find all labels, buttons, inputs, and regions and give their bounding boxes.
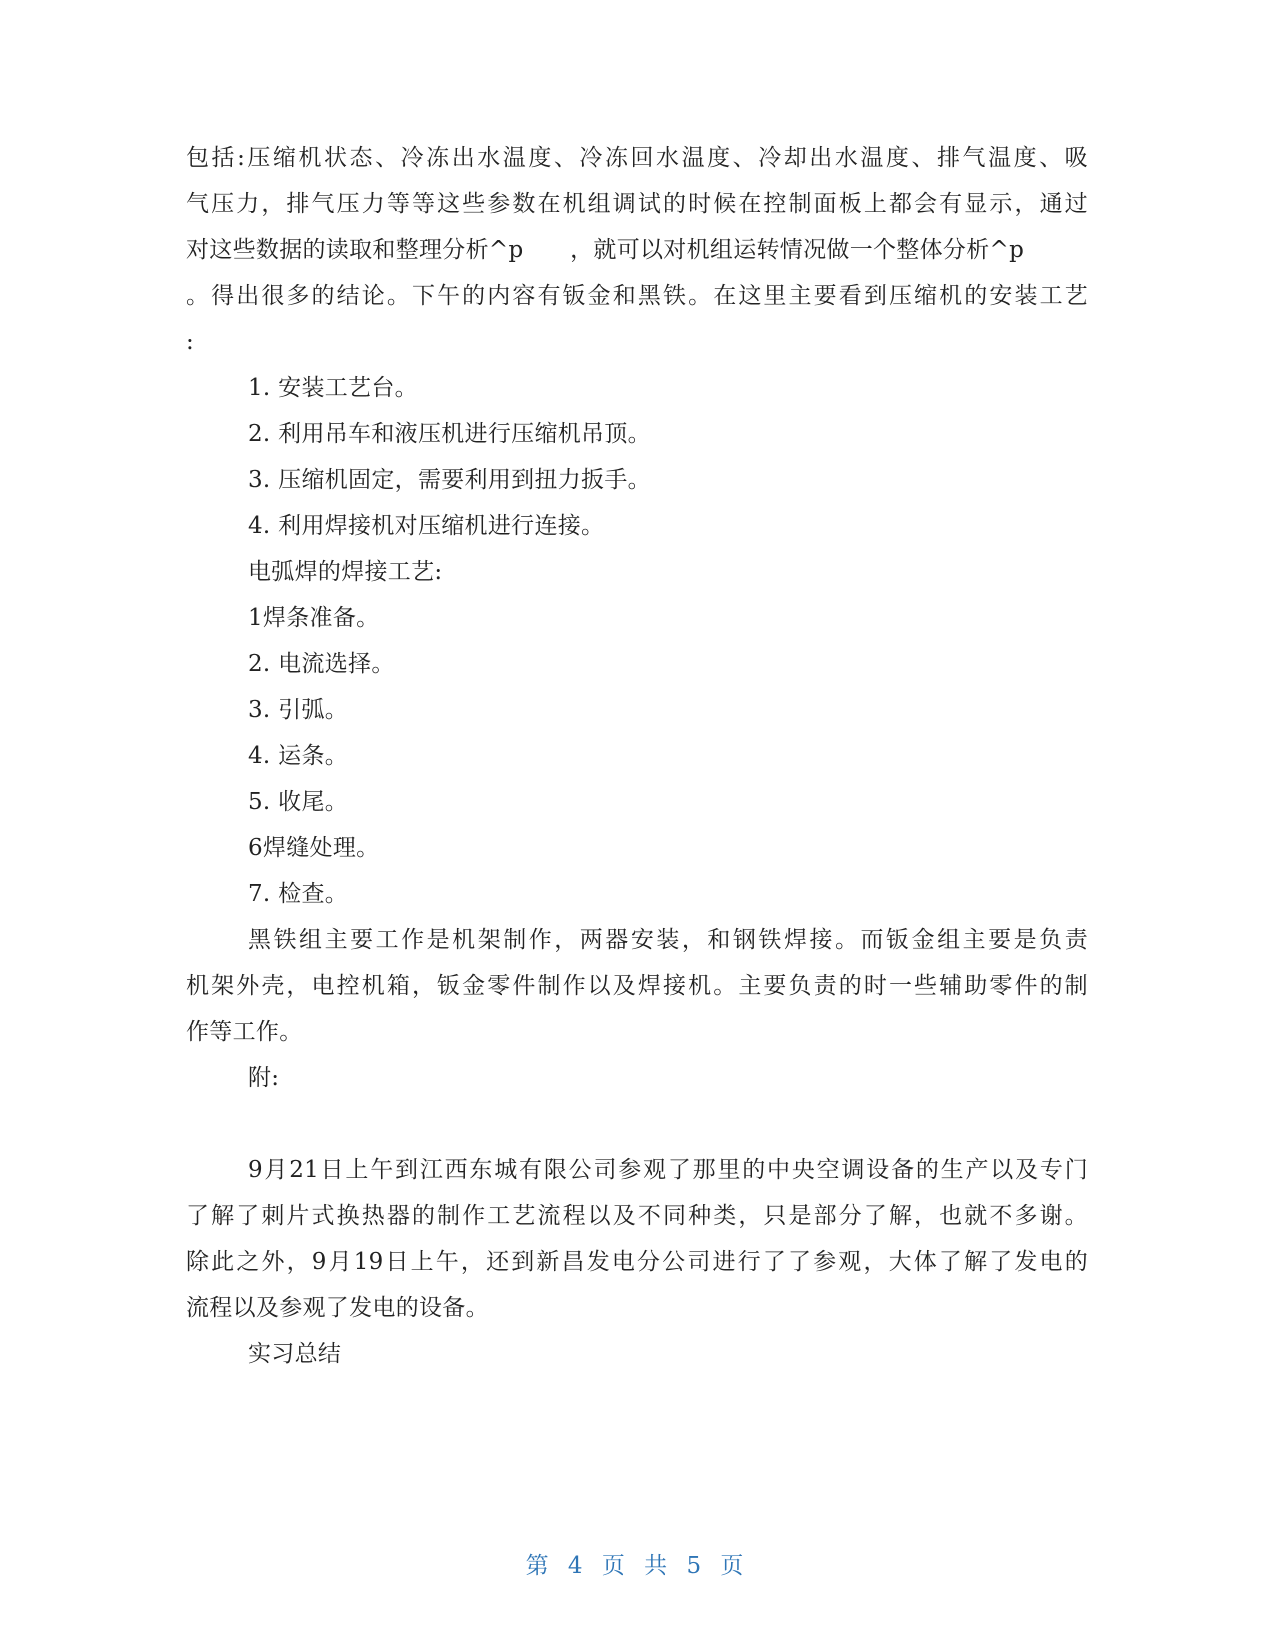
install-step: 2. 利用吊车和液压机进行压缩机吊顶。 [248, 421, 651, 447]
paragraph1-line: 。得出很多的结论。下午的内容有钣金和黑铁。在这里主要看到压缩机的安装工艺 [186, 283, 1088, 309]
page-number-footer: 第 4 页 共 5 页 [525, 1553, 750, 1579]
install-step: 4. 利用焊接机对压缩机进行连接。 [248, 513, 605, 539]
welding-step: 5. 收尾。 [248, 789, 349, 815]
welding-step: 3. 引弧。 [248, 697, 349, 723]
welding-step: 2. 电流选择。 [248, 651, 395, 677]
paragraph2-line: 黑铁组主要工作是机架制作，两器安装，和钢铁焊接。而钣金组主要是负责 [248, 927, 1088, 953]
welding-heading: 电弧焊的焊接工艺: [248, 559, 443, 585]
paragraph3-line: 流程以及参观了发电的设备。 [186, 1295, 489, 1321]
install-step: 1. 安装工艺台。 [248, 375, 418, 401]
install-step: 3. 压缩机固定，需要利用到扭力扳手。 [248, 467, 651, 493]
paragraph3-line: 除此之外，9月19日上午，还到新昌发电分公司进行了了参观，大体了解了发电的 [186, 1249, 1088, 1275]
paragraph3-line: 9月21日上午到江西东城有限公司参观了那里的中央空调设备的生产以及专门 [248, 1157, 1088, 1183]
summary-heading: 实习总结 [248, 1341, 342, 1367]
paragraph1-line: 对这些数据的读取和整理分析^p ，就可以对机组运转情况做一个整体分析^p [186, 237, 1025, 263]
paragraph1-line: : [186, 329, 195, 355]
paragraph3-line: 了解了刺片式换热器的制作工艺流程以及不同种类，只是部分了解，也就不多谢。 [186, 1203, 1088, 1229]
welding-step: 1焊条准备。 [248, 605, 380, 631]
paragraph2-line: 机架外壳，电控机箱，钣金零件制作以及焊接机。主要负责的时一些辅助零件的制 [186, 973, 1088, 999]
appendix-label: 附: [248, 1065, 280, 1091]
welding-step: 6焊缝处理。 [248, 835, 380, 861]
paragraph1-line: 气压力，排气压力等等这些参数在机组调试的时候在控制面板上都会有显示，通过 [186, 191, 1088, 217]
welding-step: 4. 运条。 [248, 743, 349, 769]
welding-step: 7. 检查。 [248, 881, 349, 907]
paragraph1-line: 包括:压缩机状态、冷冻出水温度、冷冻回水温度、冷却出水温度、排气温度、吸 [186, 145, 1088, 171]
paragraph2-line: 作等工作。 [186, 1019, 303, 1045]
